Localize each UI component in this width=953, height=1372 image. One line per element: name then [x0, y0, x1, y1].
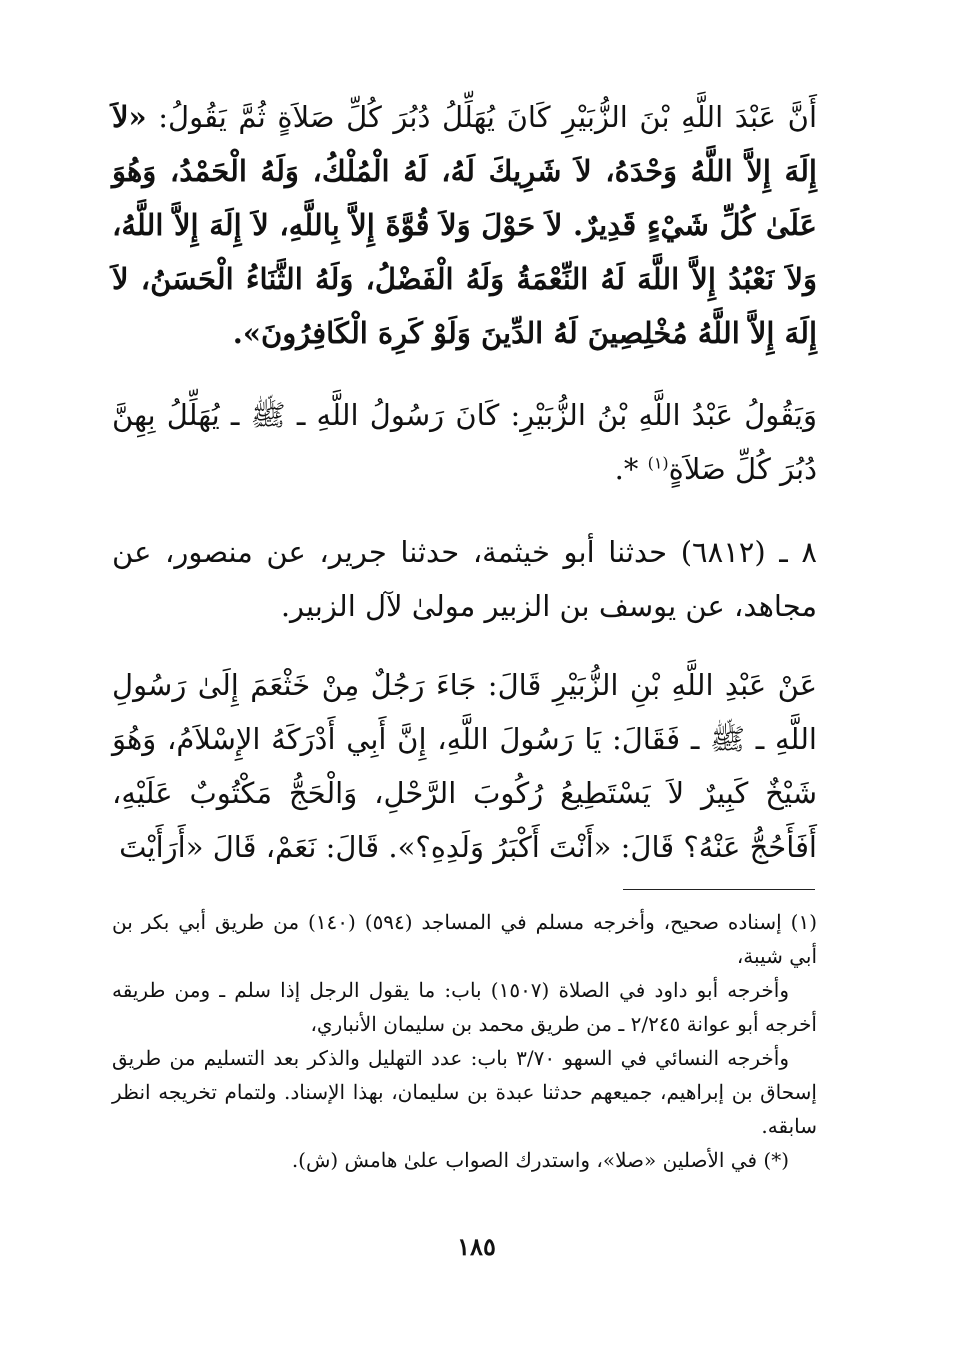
footnote-nasai: وأخرجه النسائي في السهو ٣/٧٠ باب: عدد التهليل والذكر بعد التسليم من طريق إسحاق بن إبراهيم، جميعهم حدثنا عبدة بن سليمان، بهذا الإسناد. ولتمام تخريجه انظر سابقه.	[112, 1046, 817, 1138]
isnad-paragraph	[112, 525, 817, 633]
footnote-abu-dawud: وأخرجه أبو داود في الصلاة (١٥٠٧) باب: ما يقول الرجل إذا سلم ـ ومن طريقه أخرجه أبو عوانة ٢/٢٤٥ ـ من طريق محمد بن سليمان الأنباري،	[112, 978, 817, 1036]
hadith-paragraph-1	[112, 90, 817, 360]
isnad-text: ٨ ـ (٦٨١٢) حدثنا أبو خيثمة، حدثنا جرير، عن منصور، عن مجاهد، عن يوسف بن الزبير مولىٰ لآل الزبير.	[112, 535, 817, 623]
footnote-star: (*) في الأصلين «صلا»، واستدرك الصواب علىٰ هامش (ش).	[291, 1148, 789, 1172]
hadith-intro: أَنَّ عَبْدَ اللَّهِ بْنَ الزُّبَيْرِ كَانَ يُهَلِّلُ دُبُرَ كُلِّ صَلاَةٍ ثُمَّ يَقُولُ:	[158, 100, 817, 134]
footnotes-section	[112, 905, 817, 1177]
footnote-divider	[623, 889, 815, 890]
page-number: ١٨٥	[457, 1232, 496, 1261]
paragraph-2-text: وَيَقُولُ عَبْدُ اللَّهِ بْنُ الزُّبَيْرِ: كَانَ رَسُولُ اللَّهِ ـ ﷺ ـ يُهَلِّلُ بِهِنَّ دُبُرَ كُلِّ صَلاَةٍ	[112, 398, 817, 486]
dhikr-quote: «لاَ إِلَهَ إِلاَّ اللَّهُ وَحْدَهُ، لاَ شَرِيكَ لَهُ، لَهُ الْمُلْكُ، وَلَهُ الْحَمْدُ، وَهُوَ عَلَىٰ كُلِّ شَيْءٍ قَدِيرٌ. لاَ حَوْلَ وَلاَ قُوَّةَ إِلاَّ بِاللَّهِ، لاَ إِلَهَ إِلاَّ اللَّهُ، وَلاَ نَعْبُدُ إِلاَّ اللَّهَ لَهُ النِّعْمَةُ وَلَهُ الْفَضْلُ، وَلَهُ الثَّنَاءُ الْحَسَنُ، لاَ إِلَهَ إِلاَّ اللَّهُ مُخْلِصِينَ لَهُ الدِّينَ وَلَوْ كَرِهَ الْكَافِرُونَ».	[112, 100, 817, 350]
hadith-paragraph-4	[112, 658, 817, 874]
paragraph-4-text: عَنْ عَبْدِ اللَّهِ بْنِ الزُّبَيْرِ قَالَ: جَاءَ رَجُلٌ مِنْ خَثْعَمَ إِلَىٰ رَسُولِ اللَّهِ ـ ﷺ ـ فَقَالَ: يَا رَسُولَ اللَّهِ، إِنَّ أَبِي أَدْرَكَهُ الإِسْلاَمُ، وَهُوَ شَيْخٌ كَبِيرٌ لاَ يَسْتَطِيعُ رُكُوبَ الرَّحْلِ، وَالْحَجُّ مَكْتُوبٌ عَلَيْهِ، أَفَأَحُجُّ عَنْهُ؟ قَالَ: «أَنْتَ أَكْبَرُ وَلَدِهِ؟». قَالَ: نَعَمْ، قَالَ «أَرَأَيْتَ	[112, 668, 817, 864]
paragraph-2-tail: *.	[614, 452, 648, 486]
footnote-1: (١) إسناده صحيح، وأخرجه مسلم في المساجد (٥٩٤) (١٤٠) من طريق أبي بكر بن أبي شيبة،	[112, 910, 817, 968]
hadith-paragraph-2	[112, 388, 817, 496]
footnote-ref-1: (١)	[647, 453, 669, 473]
